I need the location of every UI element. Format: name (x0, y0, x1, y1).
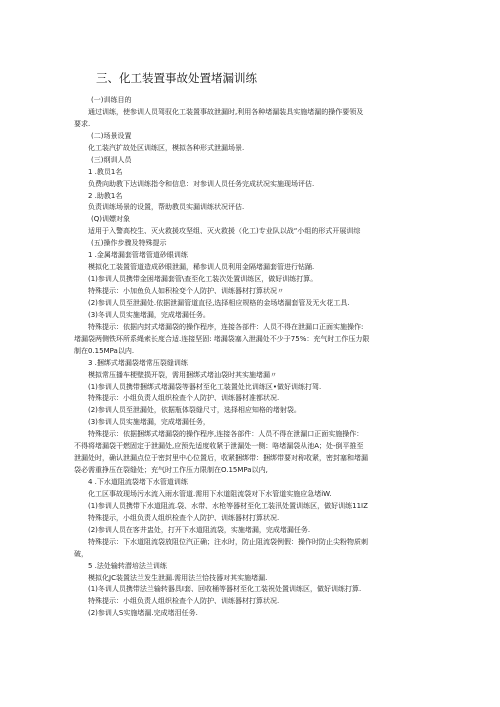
text-line: 要求. (74, 119, 91, 128)
text-line: (三)纲训人员 (91, 155, 132, 164)
text-line: 袋必需重挣压在裂缝处；充气时工作压力限制在O.15MPa以内, (74, 466, 268, 475)
text-line: (2)参训人S实施堵漏.完成堵泪任务. (88, 609, 198, 618)
text-line: 4 .下水道阻流袋堵下水管道训练 (88, 478, 188, 486)
text-line: 化工装汽扩故处区训练区，模拟各种形式泄漏场景. (88, 143, 245, 152)
text-line: (1)参训人员携带下水道阻流.袋、水带、水枪等器材至化工装汛处置训练区，做好训练11IZ (88, 501, 368, 510)
text-line: (二)场景设置 (91, 131, 132, 140)
section-title: 三、化工装置事故处置堵漏训练 (96, 71, 257, 85)
text-line: (2)参训人员在客井盅处，打开下水道阻流袋，实施堵漏，完成堵漏任务. (88, 525, 311, 534)
text-line: 制在0.15MPa以内. (74, 346, 135, 355)
text-line: 特殊提示：下水道阻流袋放阻位汽正确；注水时，防止阻流袋例假：操作时防止尖粉物质刺 (88, 537, 368, 546)
text-line: 3 .捆绑式堵漏袋堵常压裂缝训练 (88, 358, 188, 367)
text-line: 5 .法处输转潜培法兰训练 (88, 561, 167, 570)
text-line: 不得将堵漏袋干燃固定于泄漏处,应预先适度收紧于泄漏处一侧：咯堵漏袋从池A；处-倒平推至 (74, 442, 364, 451)
text-line: 特殊提示，小组负责人组织检查个人防护、训练器材打算状况. (88, 513, 280, 522)
text-line: 模拟常压播车梗壁损开裂，需用捆绑式堵汕袋时其实施堵漏〃 (88, 370, 277, 379)
text-line: (3)参训人员实施堵漏，完成堵漏任务， (88, 418, 210, 427)
text-line: 负费向助教下达训练指令和信息：对参训人员任务完成状况实施现场评估. (88, 179, 315, 188)
text-line: 负责训练场景的设置，帮助教员实漏训练状况评估. (88, 203, 245, 212)
text-line: 适用于入警高校生、灭火救援攻坚组、灭火救援（化工)专业队以战“小组的形式开展训综 (88, 227, 361, 236)
text-line: 泄漏处时，确认泄漏点位于密封里中心位置后，收紧捆绑带：捆绑带要对称收紧，密封塞和堵漏 (74, 454, 368, 463)
text-line: 模拟化JC装置法兰发生泄漏.需用法兰恰技器对其实施堵漏. (88, 573, 268, 582)
text-line: 特殊提示：依据内封式堵漏袋的操作程序，连接各部件：人员不得在泄漏口正面实施操作: (88, 322, 364, 331)
text-line: 特殊提示：小组负责人组织检查个人防护、训练器材准都状况. (88, 394, 280, 403)
text-line: 1 .教员1名 (88, 167, 123, 176)
text-line: 特殊提示：小组负责人组织检查个人防护、训练器材打算状况. (88, 597, 280, 606)
text-line: 模拟化工装置管道造成砂眼泄漏，稀参训人员利用金隔堵漏套管进行钻踊. (88, 263, 315, 272)
text-line: (一)训练目的 (91, 96, 132, 104)
text-line: 通过训练，使参训人员驾驭化工装置事故泄漏时,利用各种堵漏装具实施堵漏的操作要领及 (88, 107, 364, 116)
text-line: (1)参训人员携带捆绑式堵漏袋等器材至化工装置处比训练区•做好训练打驾. (88, 382, 322, 391)
text-line: (3)冬训人员实施堵漏，完成堵漏任务。 (88, 310, 210, 319)
text-line: (Q)训嫖对象 (91, 215, 130, 224)
text-line: (1)参训人员携带金困堵漏套管\查至化工装次处置训练区，做好训练打算。 (88, 275, 318, 284)
text-line: (五)操作步骤及特殊提示 (91, 239, 167, 248)
text-line: 1 .金属堵漏套管堵管道砂眼训练 (88, 251, 188, 260)
text-line: 特殊提示：依据捆绑式堵漏袋的操作程序,连接各部件：人员不得在泄漏口正面实施操作： (88, 430, 364, 439)
text-line: 特殊提示：小加鱼负人如积检变个人防护、训练器材打算状况〃 (88, 287, 284, 295)
text-line: 化工区事故现场污水流入雨水管道.需用下水道阻流袋对下水管道实施应急堵iW. (88, 489, 332, 498)
text-line: (2)参训人员至泄漏处，依据瓶体裂缝尺寸，选择相应知格的堵射袋。 (88, 406, 301, 415)
text-line: 2 .助教1名 (88, 191, 123, 200)
text-line: (2)参训人员至泄漏处.依据泄漏管道直径,选择相应规格的金场堵漏套管及无火花工具. (88, 298, 350, 307)
text-line: (1)冬训人员携带法兰输转器具I套、回收桶等器材至化工装祝处置训练区，做好训练打算. (88, 585, 362, 594)
document-body (74, 95, 430, 620)
text-line: 堵漏袋两侧铁环所系绳索长度合适.连接坚固: 堵漏袋塞入泄漏处不少于75%：充气时工作压力限 (74, 334, 370, 343)
text-line: 破， (74, 549, 88, 558)
